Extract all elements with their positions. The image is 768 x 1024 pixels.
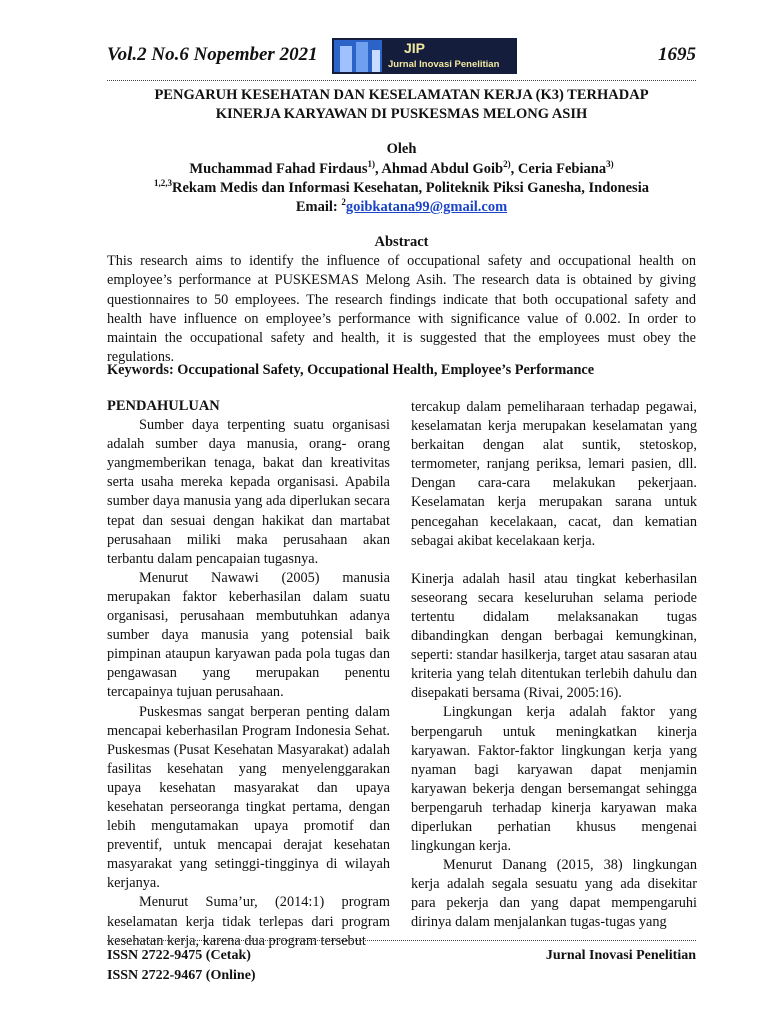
paragraph: Menurut Suma’ur, (2014:1) program keselamatan kerja tidak terlepas dari program kesehatan kerja, karena dua program tersebut	[107, 894, 390, 949]
keywords: Keywords: Occupational Safety, Occupational Health, Employee’s Performance	[107, 362, 595, 378]
journal-logo	[332, 38, 517, 74]
abstract-heading: Abstract	[374, 234, 429, 250]
author-2: Ahmad Abdul Goib	[381, 160, 504, 177]
logo-full: Jurnal Inovasi Penelitian	[388, 59, 500, 70]
running-header	[107, 38, 696, 78]
paragraph: Lingkungan kerja adalah faktor yang berpengaruh untuk meningkatkan kinerja karyawan. Faktor-faktor lingkungan kerja yang nyaman bagi karyawan dapat menjamin karyawan bekerja dengan bersemangat sehingga berpengaruh terhadap kinerja karyawan maka diperlukan perhatian khusus mengenai lingkungan kerja.	[411, 704, 697, 855]
right-column	[411, 398, 697, 933]
email-link[interactable]: goibkatana99@gmail.com	[345, 198, 508, 215]
paragraph: tercakup dalam pemeliharaan terhadap pegawai, keselamatan kerja merupakan keselamatan yang berkaitan dengan alat suntik, stetoskop, termometer, ranjang periksa, lemari pasien, dll. Dengan cara-cara melakukan pekerjaan. Keselamatan kerja merupakan sarana untuk pencegahan kecelakaan, cacat, dan kematian sebagai akibat kecelakaan kerja.	[411, 399, 697, 549]
title-line-2: KINERJA KARYAWAN DI PUSKESMAS MELONG ASIH	[215, 106, 588, 122]
paper-title	[107, 86, 696, 124]
page-number: 1695	[658, 44, 696, 65]
logo-short: JIP	[404, 40, 426, 56]
paragraph: Menurut Nawawi (2005) manusia merupakan faktor keberhasilan dalam suatu organisasi, perusahaan membutuhkan adanya sumber daya manusia yang potensial baik pimpinan ataupun karyawan pada pola tugas dan pengawasan yang merupakan penentu tercapainya tujuan perusahaan.	[107, 569, 390, 701]
paragraph: Puskesmas sangat berperan penting dalam mencapai keberhasilan Program Indonesia Sehat. Puskesmas (Pusat Kesehatan Masyarakat) adalah fasilitas kesehatan yang menyelenggarakan upaya kesehatan masyarakat dan upaya kesehatan perseoranga tingkat pertama, dengan lebih mengutamakan upaya promotif dan preventif, untuk mencapai derajat kesehatan masyarakat yang setinggi-tingginya di wilayah kerjanya.	[107, 703, 390, 892]
affiliation: $^{1,2,3}$Rekam Medis dan Informasi Kesehatan, Politeknik Piksi Ganesha, Indonesia	[154, 178, 649, 196]
by-label: Oleh	[386, 141, 417, 157]
author-1: Muchammad Fahad Firdaus	[189, 160, 368, 177]
issn-print: ISSN 2722-9475 (Cetak)	[107, 948, 251, 963]
section-heading: PENDAHULUAN	[107, 398, 220, 414]
abstract-text: This research aims to identify the influence of occupational safety and occupational health on employee’s performance at PUSKESMAS Melong Asih. The research data is obtained by giving questionnaires to 50 employees. The research findings indicate that both occupational safety and health have influence on employee’s performance with significance value of 0.002. In order to maintain the occupational safety and health, it is suggested that the employees must obey the regulations.	[107, 253, 696, 366]
volume-info: Vol.2 No.6 Nopember 2021	[107, 44, 318, 65]
issn-online: ISSN 2722-9467 (Online)	[107, 968, 256, 983]
journal-name: Jurnal Inovasi Penelitian	[545, 948, 696, 963]
email-line: Email: $^2$goibkatana99@gmail.com	[295, 197, 508, 215]
paragraph: Kinerja adalah hasil atau tingkat keberhasilan seseorang secara keseluruhan selama periode tertentu didalam melaksanakan tugas dibandingkan dengan berbagai kemungkinan, seperti: standar hasilkerja, target atau sasaran atau kriteria yang telah ditentukan terlebih dahulu dan disepakati bersama (Rivai, 2005:16).	[411, 570, 697, 702]
author-list: Muchammad Fahad Firdaus$^{1)}$, Ahmad Abdul Goib$^{2)}$, Ceria Febiana$^{3)}$	[189, 159, 614, 177]
left-column	[107, 397, 390, 951]
author-3: Ceria Febiana	[517, 160, 607, 177]
header-divider	[107, 80, 696, 81]
paragraph: Sumber daya terpenting suatu organisasi adalah sumber daya manusia, orang- orang yangmemberikan tenaga, bakat dan kreativitas serta usaha mereka kepada organisasi. Apabila sumber daya manusia yang ada diperlukan secara tepat dan sesuai dengan hakikat dan martabat perusahaan miliki maka perusahaan akan terbantu dalam pencapaian tugasnya.	[107, 417, 390, 567]
footer-divider	[107, 940, 696, 941]
paragraph: Menurut Danang (2015, 38) lingkungan kerja adalah segala sesuatu yang ada disekitar para pekerja dan yang dapat mempengaruhi dirinya dalam menjalankan tugas-tugas yang	[411, 857, 697, 931]
title-line-1: PENGARUH KESEHATAN DAN KESELAMATAN KERJA (K3) TERHADAP	[154, 87, 649, 103]
running-footer	[107, 946, 696, 986]
